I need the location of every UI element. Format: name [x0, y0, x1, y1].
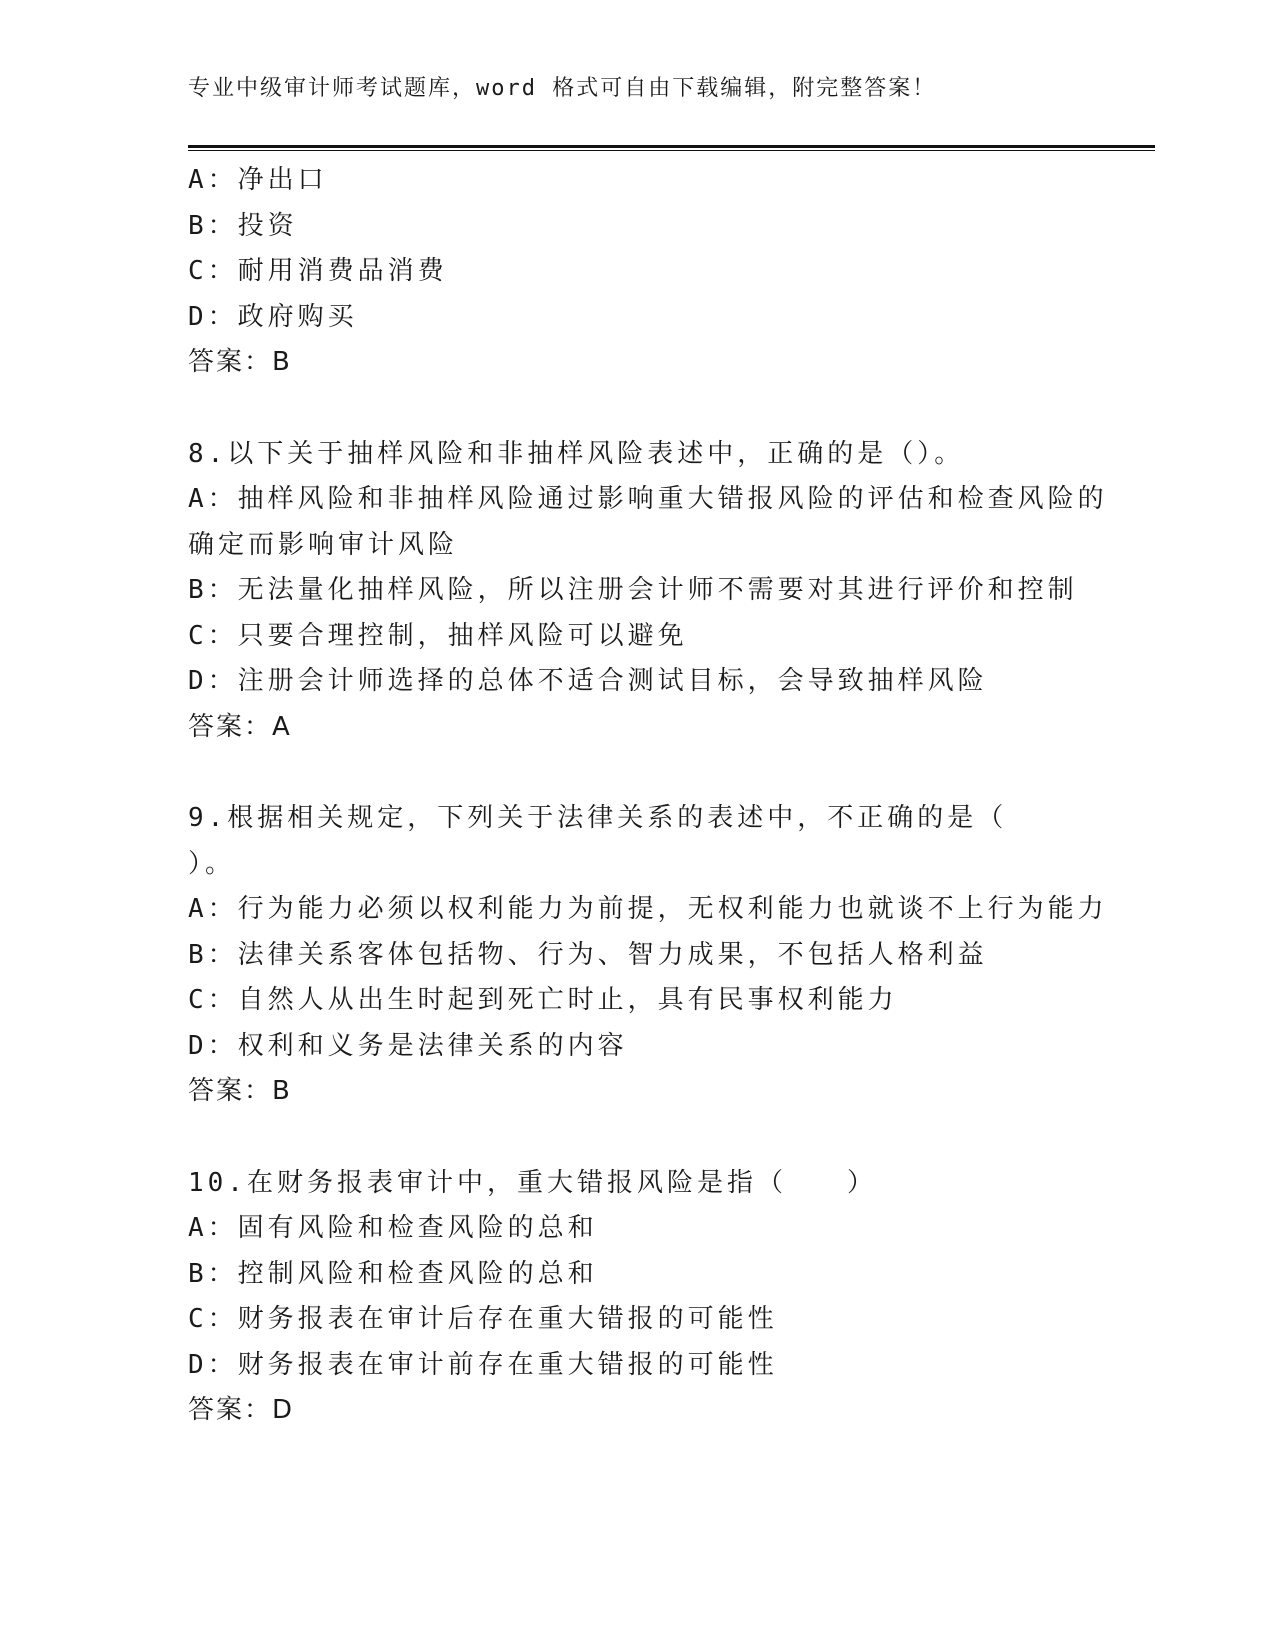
answer-line: 答案：B	[188, 347, 292, 377]
answer-line: 答案：A	[188, 711, 292, 742]
question-block	[188, 432, 1108, 751]
option-c: C：耐用消费品消费	[188, 256, 448, 286]
option-d: D：注册会计师选择的总体不适合测试目标，会导致抽样风险	[188, 666, 988, 696]
question-stem: 10.在财务报表审计中，重大错报风险是指（ ）	[188, 1167, 877, 1198]
question-block	[188, 1161, 1088, 1434]
option-c: C：只要合理控制，抽样风险可以避免	[188, 620, 688, 651]
option-b: B：投资	[188, 210, 298, 241]
option-b: B：法律关系客体包括物、行为、智力成果，不包括人格利益	[188, 939, 988, 970]
option-c: C：自然人从出生时起到死亡时止，具有民事权利能力	[188, 985, 898, 1015]
question-stem-continued: ）。	[188, 848, 236, 879]
spacer	[188, 750, 1088, 796]
spacer	[188, 1115, 1088, 1161]
question-block	[188, 158, 1088, 386]
answer-line: 答案：B	[188, 1076, 292, 1106]
option-d: D：财务报表在审计前存在重大错报的可能性	[188, 1349, 778, 1380]
option-a: A：行为能力必须以权利能力为前提，无权利能力也就谈不上行为能力	[188, 894, 1108, 924]
question-stem: 9.根据相关规定，下列关于法律关系的表述中，不正确的是（	[188, 803, 1008, 833]
header-rule-thick	[188, 145, 1155, 148]
option-c: C：财务报表在审计后存在重大错报的可能性	[188, 1304, 778, 1334]
option-d: D：政府购买	[188, 301, 358, 332]
page-header: 专业中级审计师考试题库，word 格式可自由下载编辑，附完整答案！	[188, 76, 937, 101]
question-block	[188, 796, 1108, 1115]
spacer	[188, 386, 1088, 432]
header-rule-thin	[188, 150, 1155, 151]
option-b: B：控制风险和检查风险的总和	[188, 1258, 598, 1289]
option-d: D：权利和义务是法律关系的内容	[188, 1030, 628, 1061]
option-a-continued: 确定而影响审计风险	[188, 529, 459, 560]
question-stem: 8.以下关于抽样风险和非抽样风险表述中，正确的是（）。	[188, 438, 965, 469]
answer-line: 答案：D	[188, 1395, 295, 1425]
question-list	[188, 158, 1108, 1434]
option-a: A：净出口	[188, 165, 328, 195]
option-a: A：固有风险和检查风险的总和	[188, 1213, 598, 1243]
option-a: A：抽样风险和非抽样风险通过影响重大错报风险的评估和检查风险的	[188, 484, 1108, 514]
option-b: B：无法量化抽样风险，所以注册会计师不需要对其进行评价和控制	[188, 575, 1078, 605]
